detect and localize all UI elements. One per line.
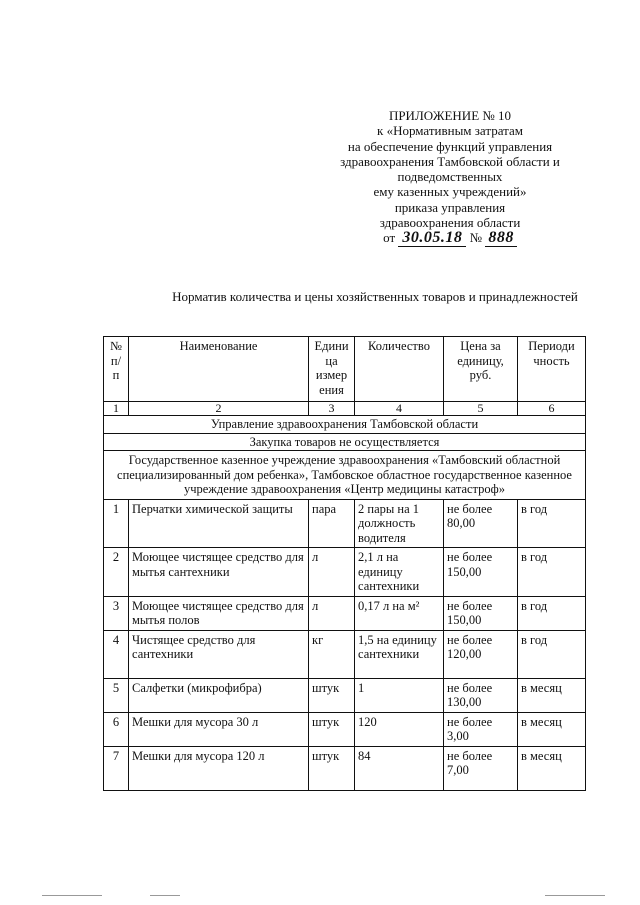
section-row — [104, 416, 586, 434]
item-unit: л — [309, 548, 355, 597]
header-unit: Едини ца измер ения — [309, 337, 355, 402]
table-row — [104, 678, 586, 712]
item-unit: кг — [309, 630, 355, 678]
order-date-line — [300, 230, 600, 245]
row-number: 1 — [104, 499, 129, 548]
row-number: 5 — [104, 678, 129, 712]
order-number: 888 — [485, 229, 517, 247]
table-index-row — [104, 402, 586, 416]
table-row — [104, 596, 586, 630]
item-quantity: 1 — [355, 678, 444, 712]
appendix-line: ему казенных учреждений» — [373, 184, 527, 200]
item-name: Мешки для мусора 120 л — [129, 746, 309, 790]
item-price: не более 3,00 — [444, 712, 518, 746]
item-period: в год — [518, 548, 586, 597]
row-number: 3 — [104, 596, 129, 630]
document-title: Норматив количества и цены хозяйственных товаров и принадлежностей — [172, 289, 578, 304]
row-number: 6 — [104, 712, 129, 746]
item-name: Мешки для мусора 30 л — [129, 712, 309, 746]
section-row — [104, 433, 586, 451]
header-name: Наименование — [129, 337, 309, 402]
header-num: № п/ п — [104, 337, 129, 402]
item-price: не более 150,00 — [444, 596, 518, 630]
item-price: не более 80,00 — [444, 499, 518, 548]
norms-table — [103, 336, 586, 791]
item-price: не более 7,00 — [444, 746, 518, 790]
item-name: Салфетки (микрофибра) — [129, 678, 309, 712]
section-title: Государственное казенное учреждение здравоохранения «Тамбовский областной специализированный дом ребенка», Тамбовское областное государственное казенное учреждение здравоохранения «Центр медицины катастроф» — [104, 451, 586, 500]
item-period: в месяц — [518, 678, 586, 712]
item-period: в год — [518, 596, 586, 630]
item-quantity: 1,5 на единицу сантехники — [355, 630, 444, 678]
appendix-title: ПРИЛОЖЕНИЕ № 10 — [388, 108, 512, 123]
table-row — [104, 630, 586, 678]
appendix-line: здравоохранения области — [379, 215, 521, 231]
item-period: в год — [518, 499, 586, 548]
item-price: не более 150,00 — [444, 548, 518, 597]
item-unit: пара — [309, 499, 355, 548]
item-name: Чистящее средство для сантехники — [129, 630, 309, 678]
item-name: Моющее чистящее средство для мытья сантехники — [129, 548, 309, 597]
item-quantity: 120 — [355, 712, 444, 746]
item-period: в месяц — [518, 712, 586, 746]
date-prefix: от — [383, 230, 396, 246]
index-cell: 6 — [518, 402, 586, 416]
appendix-block — [300, 108, 600, 246]
number-prefix: № — [469, 230, 483, 246]
section-row — [104, 451, 586, 500]
item-unit: штук — [309, 678, 355, 712]
item-quantity: 84 — [355, 746, 444, 790]
table-row — [104, 548, 586, 597]
header-qty: Количество — [355, 337, 444, 402]
row-number: 4 — [104, 630, 129, 678]
index-cell: 3 — [309, 402, 355, 416]
item-unit: штук — [309, 746, 355, 790]
index-cell: 1 — [104, 402, 129, 416]
section-note: Закупка товаров не осуществляется — [104, 433, 586, 451]
appendix-line: подведомственных — [397, 169, 503, 185]
appendix-line: приказа управления — [394, 199, 506, 215]
item-name: Моющее чистящее средство для мытья полов — [129, 596, 309, 630]
item-unit: л — [309, 596, 355, 630]
table-header-row — [104, 337, 586, 402]
item-period: в год — [518, 630, 586, 678]
appendix-line: на обеспечение функций управления — [347, 138, 553, 154]
item-price: не более 130,00 — [444, 678, 518, 712]
item-quantity: 2 пары на 1 должность водителя — [355, 499, 444, 548]
index-cell: 4 — [355, 402, 444, 416]
section-title: Управление здравоохранения Тамбовской области — [104, 416, 586, 434]
appendix-line: к «Нормативным затратам — [377, 123, 523, 139]
row-number: 2 — [104, 548, 129, 597]
item-price: не более 120,00 — [444, 630, 518, 678]
scan-edge-mark — [42, 895, 102, 896]
item-quantity: 0,17 л на м² — [355, 596, 444, 630]
item-period: в месяц — [518, 746, 586, 790]
row-number: 7 — [104, 746, 129, 790]
index-cell: 5 — [444, 402, 518, 416]
header-period: Периоди чность — [518, 337, 586, 402]
scan-edge-mark — [545, 895, 605, 896]
item-unit: штук — [309, 712, 355, 746]
index-cell: 2 — [129, 402, 309, 416]
appendix-line: здравоохранения Тамбовской области и — [340, 153, 560, 169]
item-name: Перчатки химической защиты — [129, 499, 309, 548]
table-row — [104, 712, 586, 746]
table-row — [104, 499, 586, 548]
item-quantity: 2,1 л на единицу сантехники — [355, 548, 444, 597]
header-price: Цена за единицу, руб. — [444, 337, 518, 402]
table-row — [104, 746, 586, 790]
order-date: 30.05.18 — [398, 229, 466, 247]
scan-edge-mark — [150, 895, 180, 896]
